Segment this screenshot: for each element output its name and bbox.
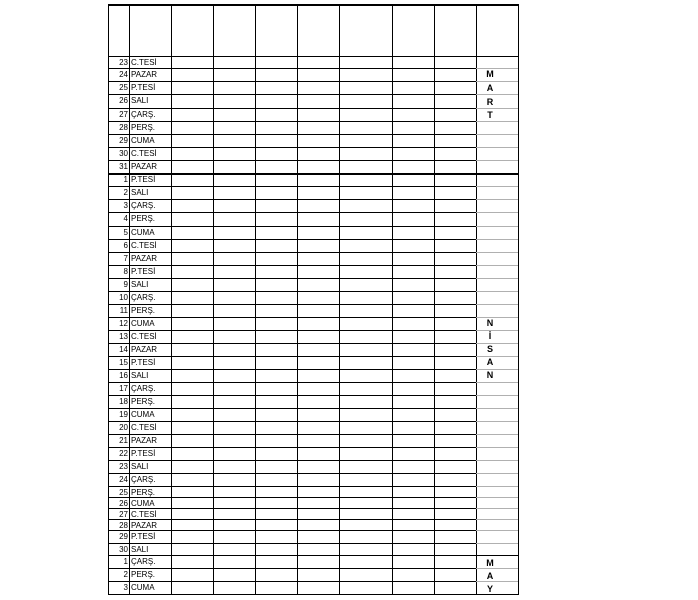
month-letter: Y xyxy=(486,584,493,594)
row-day-number: 16 xyxy=(119,371,128,380)
month-letter: N xyxy=(486,318,494,328)
row-day-number: 17 xyxy=(119,384,128,393)
month-letter: N xyxy=(486,370,494,380)
row-day-name: C.TESİ xyxy=(131,149,157,158)
grid-hline xyxy=(476,212,518,213)
grid-hline xyxy=(476,291,518,292)
grid-hline xyxy=(476,147,518,148)
month-letter: A xyxy=(486,571,494,581)
row-day-name: CUMA xyxy=(131,410,155,419)
row-day-number: 14 xyxy=(119,345,128,354)
grid-hline xyxy=(108,543,476,544)
row-day-number: 12 xyxy=(119,319,128,328)
grid-hline xyxy=(108,317,476,318)
row-day-name: SALI xyxy=(131,462,149,471)
grid-hline xyxy=(476,408,518,409)
grid-hline xyxy=(108,434,476,435)
row-day-name: ÇARŞ. xyxy=(131,557,156,566)
grid-hline xyxy=(108,94,476,95)
grid-hline xyxy=(108,56,518,57)
grid-hline xyxy=(476,543,518,544)
row-day-number: 24 xyxy=(119,70,128,79)
grid-vline xyxy=(392,4,393,594)
grid-hline xyxy=(108,68,476,69)
grid-hline xyxy=(108,395,476,396)
grid-hline xyxy=(476,447,518,448)
row-day-number: 11 xyxy=(119,306,128,315)
grid-hline xyxy=(108,486,476,487)
row-day-number: 1 xyxy=(123,175,128,184)
row-day-number: 19 xyxy=(119,410,128,419)
grid-hline xyxy=(108,508,476,509)
row-day-name: PAZAR xyxy=(131,521,158,530)
grid-hline xyxy=(108,121,476,122)
month-letter: T xyxy=(487,110,493,120)
row-day-name: PAZAR xyxy=(131,162,158,171)
row-day-number: 18 xyxy=(119,397,128,406)
grid-hline xyxy=(476,265,518,266)
row-day-name: PAZAR xyxy=(131,70,158,79)
month-letter: A xyxy=(486,83,494,93)
grid-vline xyxy=(434,4,435,594)
row-day-name: CUMA xyxy=(131,136,155,145)
row-day-number: 23 xyxy=(119,462,128,471)
grid-hline xyxy=(108,581,476,582)
row-day-name: PAZAR xyxy=(131,345,158,354)
row-day-number: 25 xyxy=(119,83,128,92)
grid-hline xyxy=(108,212,476,213)
grid-hline xyxy=(108,186,476,187)
grid-vline xyxy=(297,4,298,594)
grid-hline xyxy=(476,555,518,556)
row-day-number: 28 xyxy=(119,521,128,530)
row-day-name: ÇARŞ. xyxy=(131,201,156,210)
grid-hline xyxy=(476,434,518,435)
row-day-name: ÇARŞ. xyxy=(131,384,156,393)
grid-hline xyxy=(476,186,518,187)
row-day-name: P.TESİ xyxy=(131,83,156,92)
row-day-name: SALI xyxy=(131,188,149,197)
row-day-number: 29 xyxy=(119,532,128,541)
row-day-number: 3 xyxy=(123,201,128,210)
grid-vline xyxy=(129,56,130,594)
grid-hline xyxy=(108,134,476,135)
row-day-number: 3 xyxy=(123,583,128,592)
row-day-name: P.TESİ xyxy=(131,175,156,184)
grid-hline xyxy=(476,568,518,569)
row-day-name: SALI xyxy=(131,96,149,105)
grid-hline xyxy=(108,497,476,498)
grid-vline xyxy=(255,4,256,594)
grid-hline xyxy=(108,239,476,240)
grid-hline xyxy=(108,173,476,175)
grid-hline xyxy=(108,460,476,461)
row-day-name: PERŞ. xyxy=(131,123,156,132)
grid-hline xyxy=(476,497,518,498)
grid-hline xyxy=(476,486,518,487)
grid-hline xyxy=(108,555,476,556)
grid-hline xyxy=(108,530,476,531)
row-day-number: 6 xyxy=(123,241,128,250)
row-day-name: CUMA xyxy=(131,319,155,328)
grid-vline xyxy=(339,4,340,594)
row-day-name: PERŞ. xyxy=(131,397,156,406)
grid-hline xyxy=(108,382,476,383)
grid-hline xyxy=(476,226,518,227)
grid-hline xyxy=(108,265,476,266)
grid-hline xyxy=(108,473,476,474)
grid-hline xyxy=(108,519,476,520)
grid-hline xyxy=(108,330,476,331)
grid-hline xyxy=(476,134,518,135)
grid-hline xyxy=(108,421,476,422)
month-letter: M xyxy=(486,558,494,568)
grid-hline xyxy=(108,447,476,448)
row-day-number: 10 xyxy=(119,293,128,302)
row-day-number: 24 xyxy=(119,475,128,484)
grid-hline xyxy=(108,408,476,409)
row-day-number: 29 xyxy=(119,136,128,145)
grid-vline xyxy=(213,4,214,594)
grid-hline xyxy=(108,291,476,292)
grid-hline xyxy=(108,199,476,200)
grid-hline xyxy=(108,356,476,357)
month-letter: M xyxy=(486,69,494,79)
row-day-name: P.TESİ xyxy=(131,449,156,458)
month-letter: A xyxy=(486,357,494,367)
grid-hline xyxy=(476,94,518,95)
grid-hline xyxy=(476,304,518,305)
grid-hline xyxy=(476,160,518,161)
row-day-number: 4 xyxy=(123,214,128,223)
grid-hline xyxy=(108,278,476,279)
grid-hline xyxy=(476,530,518,531)
grid-hline xyxy=(108,304,476,305)
row-day-number: 31 xyxy=(119,162,128,171)
row-day-name: PAZAR xyxy=(131,254,158,263)
grid-hline xyxy=(108,108,476,109)
grid-hline xyxy=(108,81,476,82)
row-day-name: C.TESİ xyxy=(131,332,157,341)
grid-vline xyxy=(129,4,130,56)
row-day-name: PERŞ. xyxy=(131,570,156,579)
row-day-number: 1 xyxy=(123,557,128,566)
row-day-name: PERŞ. xyxy=(131,214,156,223)
row-day-number: 5 xyxy=(123,228,128,237)
grid-hline xyxy=(108,252,476,253)
grid-hline xyxy=(476,173,518,175)
row-day-name: P.TESİ xyxy=(131,358,156,367)
row-day-name: C.TESİ xyxy=(131,58,157,67)
row-day-number: 28 xyxy=(119,123,128,132)
month-letter: R xyxy=(486,97,494,107)
row-day-number: 25 xyxy=(119,488,128,497)
grid-vline xyxy=(171,4,172,594)
grid-hline xyxy=(108,147,476,148)
grid-hline xyxy=(476,581,518,582)
row-day-name: CUMA xyxy=(131,499,155,508)
row-day-name: SALI xyxy=(131,545,149,554)
row-day-number: 30 xyxy=(119,545,128,554)
row-day-number: 27 xyxy=(119,510,128,519)
grid-hline xyxy=(476,382,518,383)
grid-hline xyxy=(476,519,518,520)
grid-hline xyxy=(476,81,518,82)
row-day-number: 26 xyxy=(119,499,128,508)
row-day-name: PERŞ. xyxy=(131,488,156,497)
grid-hline xyxy=(476,278,518,279)
row-day-number: 15 xyxy=(119,358,128,367)
grid-hline xyxy=(476,473,518,474)
row-day-number: 2 xyxy=(123,570,128,579)
row-day-name: CUMA xyxy=(131,228,155,237)
grid-hline xyxy=(108,594,519,595)
grid-hline xyxy=(476,199,518,200)
grid-hline xyxy=(108,160,476,161)
row-day-number: 26 xyxy=(119,96,128,105)
row-day-number: 8 xyxy=(123,267,128,276)
row-day-number: 7 xyxy=(123,254,128,263)
row-day-name: P.TESİ xyxy=(131,267,156,276)
grid-hline xyxy=(476,421,518,422)
row-day-number: 13 xyxy=(119,332,128,341)
row-day-number: 2 xyxy=(123,188,128,197)
grid-hline xyxy=(476,508,518,509)
row-day-name: PERŞ. xyxy=(131,306,156,315)
row-day-name: PAZAR xyxy=(131,436,158,445)
row-day-name: SALI xyxy=(131,280,149,289)
row-day-number: 22 xyxy=(119,449,128,458)
grid-hline xyxy=(476,395,518,396)
row-day-number: 23 xyxy=(119,58,128,67)
grid-hline xyxy=(108,369,476,370)
grid-hline xyxy=(108,226,476,227)
row-day-name: C.TESİ xyxy=(131,510,157,519)
row-day-number: 20 xyxy=(119,423,128,432)
row-day-number: 30 xyxy=(119,149,128,158)
row-day-number: 27 xyxy=(119,110,128,119)
grid-hline xyxy=(108,568,476,569)
grid-hline xyxy=(108,343,476,344)
row-day-name: C.TESİ xyxy=(131,423,157,432)
month-letter: İ xyxy=(488,331,492,341)
row-day-name: C.TESİ xyxy=(131,241,157,250)
row-day-name: P.TESİ xyxy=(131,532,156,541)
row-day-name: CUMA xyxy=(131,583,155,592)
grid-vline xyxy=(518,4,519,594)
row-day-name: ÇARŞ. xyxy=(131,475,156,484)
grid-hline xyxy=(476,121,518,122)
month-letter: S xyxy=(486,344,493,354)
row-day-number: 21 xyxy=(119,436,128,445)
row-day-name: SALI xyxy=(131,371,149,380)
row-day-number: 9 xyxy=(123,280,128,289)
row-day-name: ÇARŞ. xyxy=(131,110,156,119)
grid-hline xyxy=(476,252,518,253)
grid-hline xyxy=(108,4,519,6)
grid-hline xyxy=(476,460,518,461)
row-day-name: ÇARŞ. xyxy=(131,293,156,302)
grid-hline xyxy=(476,239,518,240)
grid-hline xyxy=(476,108,518,109)
